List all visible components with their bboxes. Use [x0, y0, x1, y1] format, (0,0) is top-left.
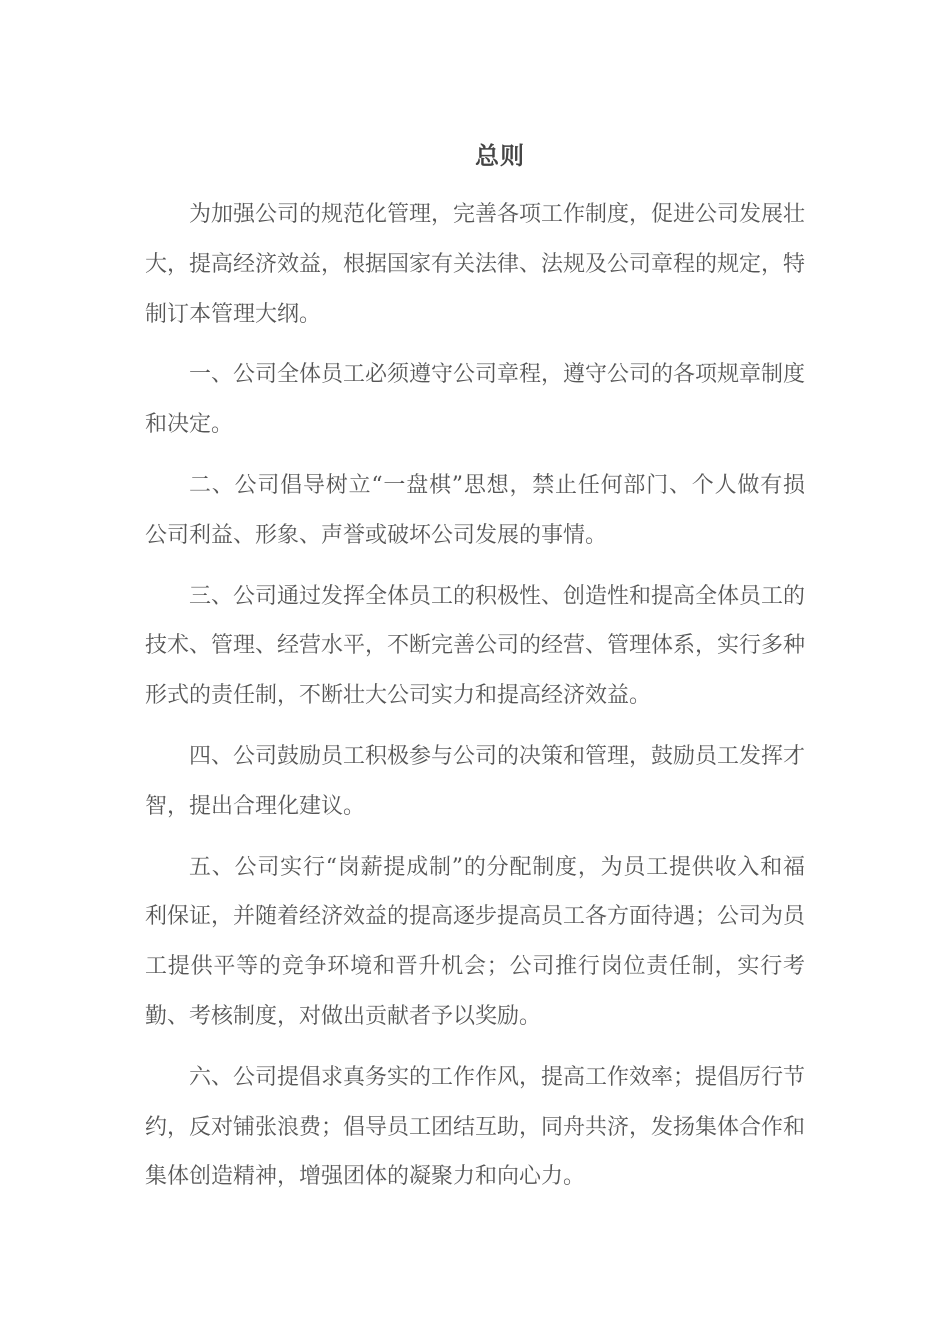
paragraph-item-2: 二、公司倡导树立“一盘棋”思想，禁止任何部门、个人做有损公司利益、形象、声誉或破坏公司发展的事情。: [145, 472, 805, 548]
document-body: [145, 190, 805, 1213]
paragraph-item-6: 六、公司提倡求真务实的工作作风，提高工作效率；提倡厉行节约，反对铺张浪费；倡导员工团结互助，同舟共济，发扬集体合作和集体创造精神，增强团体的凝聚力和向心力。: [145, 1064, 806, 1190]
paragraph-item-4: 四、公司鼓励员工积极参与公司的决策和管理，鼓励员工发挥才智，提出合理化建议。: [145, 743, 806, 819]
document-title: 总则: [475, 141, 525, 170]
paragraph-item-5: 五、公司实行“岗薪提成制”的分配制度，为员工提供收入和福利保证，并随着经济效益的提高逐步提高员工各方面待遇；公司为员工提供平等的竞争环境和晋升机会；公司推行岗位责任制，实行考勤、考核制度，对做出贡献者予以奖励。: [145, 854, 806, 1029]
paragraph-item-3: 三、公司通过发挥全体员工的积极性、创造性和提高全体员工的技术、管理、经营水平，不断完善公司的经营、管理体系，实行多种形式的责任制，不断壮大公司实力和提高经济效益。: [145, 583, 806, 709]
paragraph-intro: 为加强公司的规范化管理，完善各项工作制度，促进公司发展壮大，提高经济效益，根据国家有关法律、法规及公司章程的规定，特制订本管理大纲。: [145, 202, 806, 327]
paragraph-item-1: 一、公司全体员工必须遵守公司章程，遵守公司的各项规章制度和决定。: [145, 362, 806, 438]
